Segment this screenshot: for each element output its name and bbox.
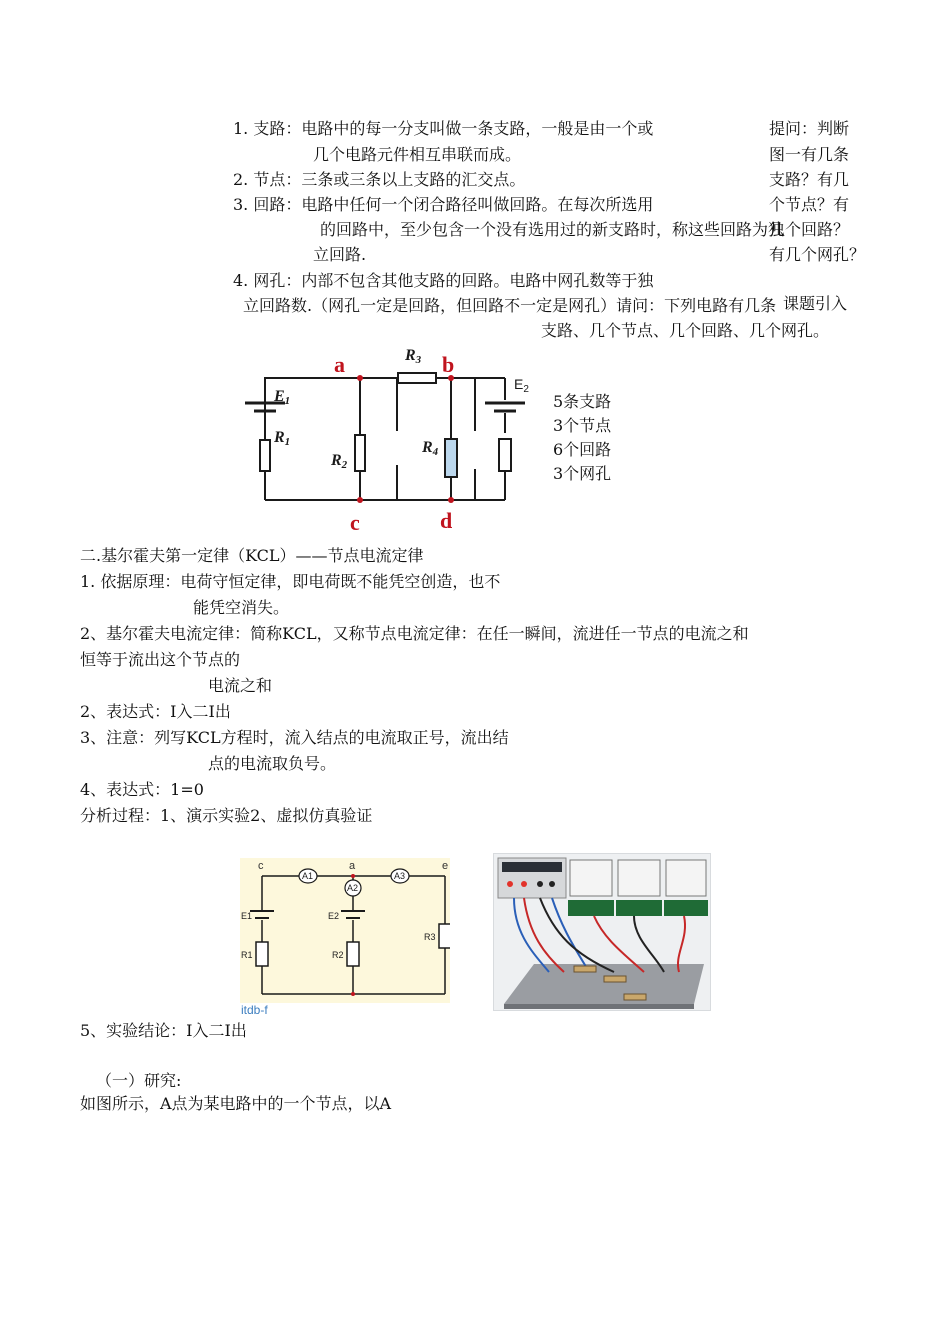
c2-label-e2: E2 bbox=[328, 911, 340, 921]
lab-equipment-photo bbox=[493, 853, 711, 1011]
side-note-line: 有几个网孔？ bbox=[769, 245, 866, 264]
kcl-basis-line2: 能凭空消失。 bbox=[193, 598, 290, 617]
c2-label-c: c bbox=[258, 860, 264, 872]
kcl-note-line1: 3、注意：列写KCL方程时，流入结点的电流取正号，流出结 bbox=[80, 728, 509, 747]
answer-meshes: 3个网孔 bbox=[553, 464, 612, 483]
c2-label-a: a bbox=[349, 860, 356, 872]
research-heading: （一）研究: bbox=[96, 1071, 182, 1090]
label-r3: R3 bbox=[405, 347, 422, 366]
circuit-diagram-1 bbox=[230, 345, 560, 540]
circuit2-background bbox=[240, 858, 450, 1003]
node-label-b: b bbox=[442, 352, 455, 377]
c2-label-e: e bbox=[442, 860, 449, 872]
side-note-line: 课题引入 bbox=[783, 294, 848, 313]
kcl-expression-1: 2、表达式：I入二I出 bbox=[80, 702, 231, 721]
side-note-line: 提问：判断 bbox=[769, 119, 850, 138]
resistor-r2 bbox=[355, 435, 365, 471]
answer-nodes: 3个节点 bbox=[553, 416, 612, 435]
def-item4-line1: 4. 网孔：内部不包含其他支路的回路。电路中网孔数等于独 bbox=[233, 271, 654, 290]
kcl-note-line2: 点的电流取负号。 bbox=[208, 754, 337, 773]
resistor-e2-branch bbox=[499, 439, 511, 471]
def-item1-line2: 几个电路元件相互串联而成。 bbox=[313, 145, 522, 164]
circuit-diagram-2 bbox=[240, 858, 450, 1018]
node-label-c: c bbox=[350, 510, 360, 535]
c2-watermark: itdb-f bbox=[241, 1003, 268, 1017]
side-note-line: 几个回路？ bbox=[769, 220, 850, 239]
lab-equipment-drawing bbox=[494, 854, 710, 1010]
label-r1: R1 bbox=[274, 429, 291, 448]
kcl-expression-2: 4、表达式：1=0 bbox=[80, 780, 204, 799]
def-item2: 2. 节点：三条或三条以上支路的汇交点。 bbox=[233, 170, 526, 189]
node-label-d: d bbox=[440, 508, 453, 533]
def-item4-line3: 支路、几个节点、几个回路、几个网孔。 bbox=[541, 321, 830, 340]
kcl-analysis: 分析过程：1、演示实验2、虚拟仿真验证 bbox=[80, 806, 373, 825]
kcl-basis-line1: 1. 依据原理：电荷守恒定律，即电荷既不能凭空创造，也不 bbox=[80, 572, 501, 591]
battery-e2 bbox=[485, 403, 525, 411]
answer-loops: 6个回路 bbox=[553, 440, 612, 459]
c2-label-r2: R2 bbox=[332, 950, 344, 960]
kcl-conclusion: 5、实验结论：I入二I出 bbox=[80, 1021, 247, 1040]
label-e1: E1 bbox=[274, 388, 291, 407]
resistor-r4 bbox=[445, 439, 457, 477]
figure-text: 如图所示，A点为某电路中的一个节点，以A bbox=[80, 1094, 392, 1113]
def-item3-line2: 的回路中，至少包含一个没有选用过的新支路时，称这些回路为独 bbox=[320, 220, 785, 239]
resistor-r3 bbox=[398, 373, 436, 383]
def-item4-line2: 立回路数.（网孔一定是回路，但回路不一定是网孔）请问：下列电路有几条 bbox=[243, 296, 777, 315]
node-label-a: a bbox=[334, 352, 345, 377]
circuit1-wires bbox=[265, 378, 505, 500]
kcl-law-line2: 恒等于流出这个节点的 bbox=[80, 650, 241, 669]
def-item1-line1: 1. 支路：电路中的每一分支叫做一条支路，一般是由一个或 bbox=[233, 119, 654, 138]
kcl-heading: 二.基尔霍夫第一定律（KCL）——节点电流定律 bbox=[80, 546, 424, 565]
c2-label-r1: R1 bbox=[241, 950, 253, 960]
side-note-line: 图一有几条 bbox=[769, 145, 850, 164]
kcl-law-line1: 2、基尔霍夫电流定律：简称KCL，又称节点电流定律：在任一瞬间，流进任一节点的电流之和 bbox=[80, 624, 749, 643]
c2-label-e1: E1 bbox=[241, 911, 253, 921]
side-note-line: 个节点？有 bbox=[769, 195, 850, 214]
label-e2: $E_2$ bbox=[514, 376, 529, 395]
answer-branches: 5条支路 bbox=[553, 392, 612, 411]
def-item3-line3: 立回路. bbox=[313, 245, 367, 264]
c2-label-r3: R3 bbox=[424, 932, 436, 942]
resistor-r1 bbox=[260, 440, 270, 471]
label-r2: R2 bbox=[331, 452, 348, 471]
side-note-line: 支路？有几 bbox=[769, 170, 850, 189]
label-r4: R4 bbox=[422, 439, 439, 458]
kcl-law-line3: 电流之和 bbox=[208, 676, 273, 695]
c2-label-a3: A3 bbox=[394, 871, 406, 881]
c2-label-a1: A1 bbox=[302, 871, 314, 881]
def-item3-line1: 3. 回路：电路中任何一个闭合路径叫做回路。在每次所选用 bbox=[233, 195, 654, 214]
c2-label-a2: A2 bbox=[347, 883, 359, 893]
circuit1-node-dots bbox=[357, 375, 454, 503]
